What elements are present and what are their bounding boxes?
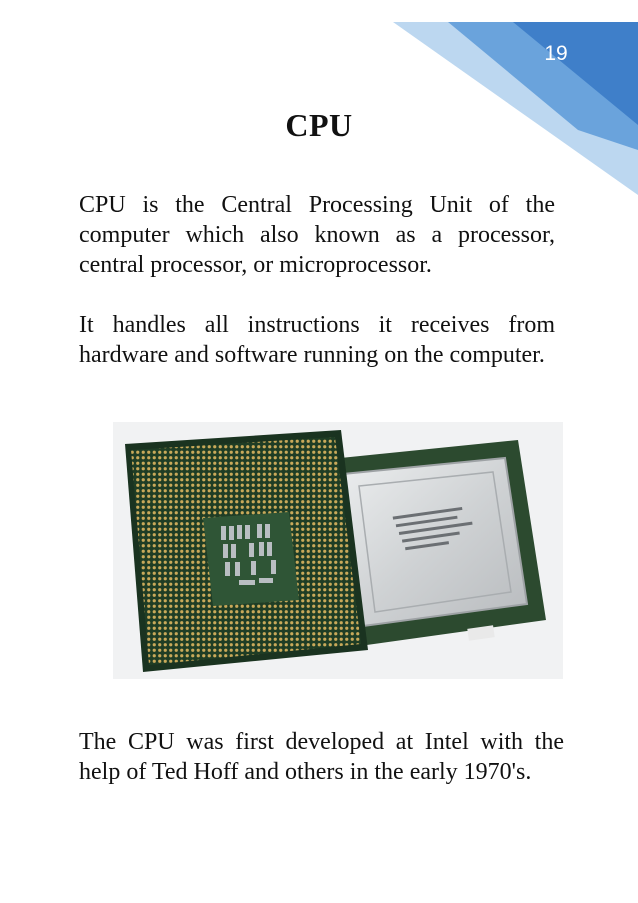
page-number: 19 xyxy=(544,42,568,65)
cpu-photo xyxy=(113,422,563,679)
page-title: CPU xyxy=(285,107,353,143)
paragraph-history: The CPU was first developed at Intel with the help of Ted Hoff and others in the early 1970's. xyxy=(79,729,564,785)
cpu-pin-side xyxy=(125,430,368,672)
paragraph-definition: CPU is the Central Processing Unit of the computer which also known as a processor, central processor, or microprocessor. xyxy=(79,192,555,278)
paragraph-function: It handles all instructions it receives from hardware and software running on the computer. xyxy=(79,312,555,368)
corner-decoration xyxy=(338,0,638,200)
